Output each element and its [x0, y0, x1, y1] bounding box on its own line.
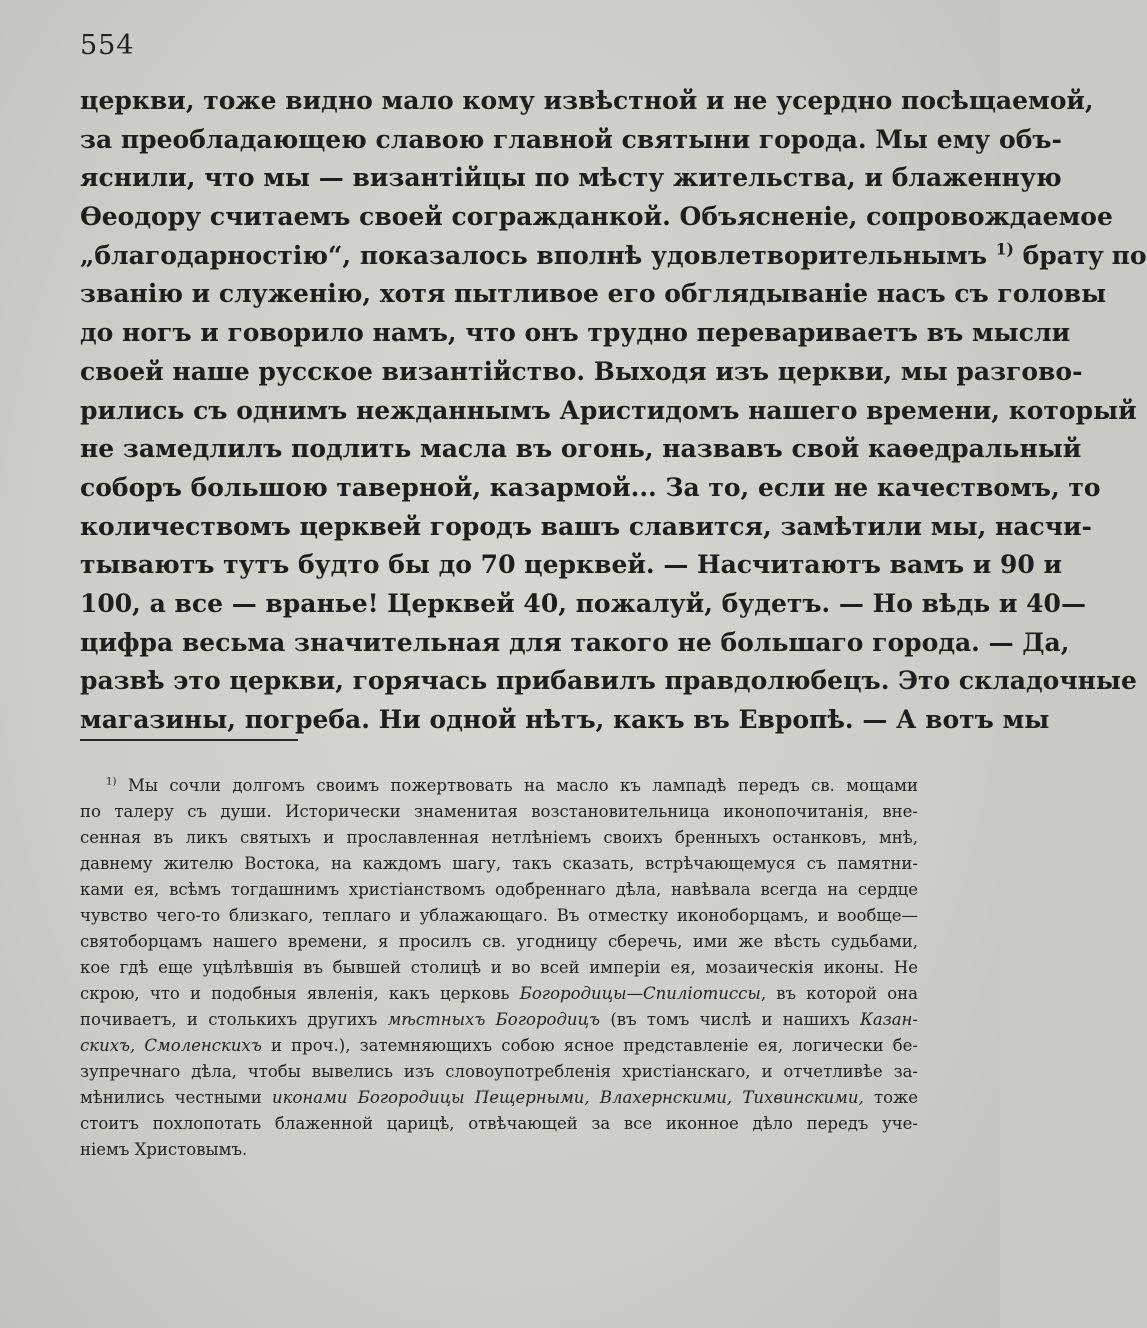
footnote-line	[80, 773, 918, 799]
footnote-text: мѣнились честными	[80, 1088, 262, 1107]
footnote-line: чувство чего-то близкаго, теплаго и ублажающаго. Въ отместку иконоборцамъ, и вообще—	[80, 906, 918, 925]
text-line-with-footnote-ref	[80, 237, 1147, 276]
footnote-line: сенная въ ликъ святыхъ и прославленная нетлѣніемъ своихъ бренныхъ останковъ, мнѣ,	[80, 828, 918, 847]
footnote-line: зупречнаго дѣла, чтобы вывелись изъ словоупотребленія христіанскаго, и отчетливѣе за-	[80, 1062, 918, 1081]
footnote-line: кое гдѣ еще уцѣлѣвшія въ бывшей столицѣ и во всей имперіи ея, мозаическія иконы. Не	[80, 958, 918, 977]
footnote-italic-text: Казан-	[860, 1010, 918, 1029]
text-fragment: братy по	[1022, 240, 1147, 270]
footnote-line	[80, 1085, 918, 1111]
footnote-line: ніемъ Христовымъ.	[80, 1140, 248, 1159]
main-text	[80, 82, 1147, 740]
text-line: магазины, погреба. Ни одной нѣтъ, какъ въ Европѣ. — А вотъ мы	[80, 705, 1050, 734]
text-line: до ногъ и говорило намъ, что онъ трудно перевариваетъ въ мысли	[80, 318, 1071, 348]
footnote-separator	[80, 739, 298, 741]
footnote-italic-text: скихъ, Смоленскихъ	[80, 1036, 262, 1055]
footnote	[80, 773, 918, 1163]
footnote-line: святоборцамъ нашего времени, я просилъ св. угодницу сберечь, ими же вѣсть судьбами,	[80, 932, 918, 951]
footnote-marker: 1)	[106, 776, 117, 788]
footnote-line	[80, 1033, 918, 1059]
footnote-text: (въ томъ числѣ и нашихъ	[610, 1010, 850, 1029]
footnote-text: почиваетъ, и столькихъ другихъ	[80, 1010, 378, 1029]
footnote-line: по талеру съ души. Исторически знаменитая возстановительница иконопочитанія, вне-	[80, 802, 918, 821]
text-line: не замедлилъ подлить масла въ огонь, назвавъ свой каѳедральный	[80, 434, 1082, 464]
footnote-text: и проч.), затемняющихъ собою ясное представленіе ея, логически бе-	[270, 1036, 918, 1055]
text-line: цифра весьма значительная для такого не большаго города. — Да,	[80, 627, 1070, 657]
footnote-text: тоже	[874, 1088, 919, 1107]
text-line: рились съ однимъ нежданнымъ Аристидомъ нашего времени, который	[80, 395, 1137, 425]
footnote-text: Мы сочли долгомъ своимъ пожертвовать на масло къ лампадѣ передъ св. мощами	[127, 776, 918, 795]
footnote-line: ками ея, всѣмъ тогдашнимъ христіанствомъ одобреннаго дѣла, навѣвала всегда на сердце	[80, 880, 918, 899]
footnote-text: скрою, что и подобныя явленія, какъ церковь	[80, 984, 510, 1003]
text-line: своей наше русское византійство. Выходя изъ церкви, мы разгово-	[80, 356, 1083, 386]
text-line: званію и служенію, хотя пытливое его обглядываніе насъ съ головы	[80, 279, 1107, 309]
footnote-italic-text: иконами Богородицы Пещерными, Влахернскими, Тихвинскими,	[272, 1088, 864, 1107]
text-line: тываютъ тутъ будто бы до 70 церквей. — Насчитаютъ вамъ и 90 и	[80, 550, 1063, 580]
text-line: соборъ большою таверной, казармой... За то, если не качествомъ, то	[80, 472, 1101, 502]
text-line: за преобладающею славою главной святыни города. Мы ему объ-	[80, 124, 1062, 154]
page-number: 554	[80, 30, 135, 61]
footnote-reference: 1)	[995, 239, 1014, 259]
footnote-line: давнему жителю Востока, на каждомъ шагу, такъ сказать, встрѣчающемуся съ памятни-	[80, 854, 918, 873]
text-line: яснили, что мы — византійцы по мѣсту жительства, и блаженную	[80, 163, 1062, 193]
footnote-italic-text: мѣстныхъ Богородицъ	[387, 1010, 601, 1029]
text-line: 100, а все — вранье! Церквей 40, пожалуй, будетъ. — Но вѣдь и 40—	[80, 588, 1086, 618]
footnote-line	[80, 981, 918, 1007]
footnote-line	[80, 1007, 918, 1033]
text-line: развѣ это церкви, горячась прибавилъ правдолюбецъ. Это складочные	[80, 666, 1137, 696]
text-fragment: „благодарностію“, показалось вполнѣ удовлетворительнымъ	[80, 240, 987, 270]
text-line: количествомъ церквей городъ вашъ славится, замѣтили мы, насчи-	[80, 511, 1092, 541]
text-line: церкви, тоже видно мало кому извѣстной и не усердно посѣщаемой,	[80, 86, 1094, 115]
footnote-text: , въ которой она	[760, 984, 918, 1003]
footnote-line: стоитъ похлопотать блаженной царицѣ, отвѣчающей за все иконное дѣло передъ уче-	[80, 1114, 918, 1133]
footnote-italic-text: Богородицы—Спиліотиссы	[519, 984, 761, 1003]
text-line: Өеодору считаемъ своей согражданкой. Объясненіе, сопровождаемое	[80, 202, 1113, 232]
